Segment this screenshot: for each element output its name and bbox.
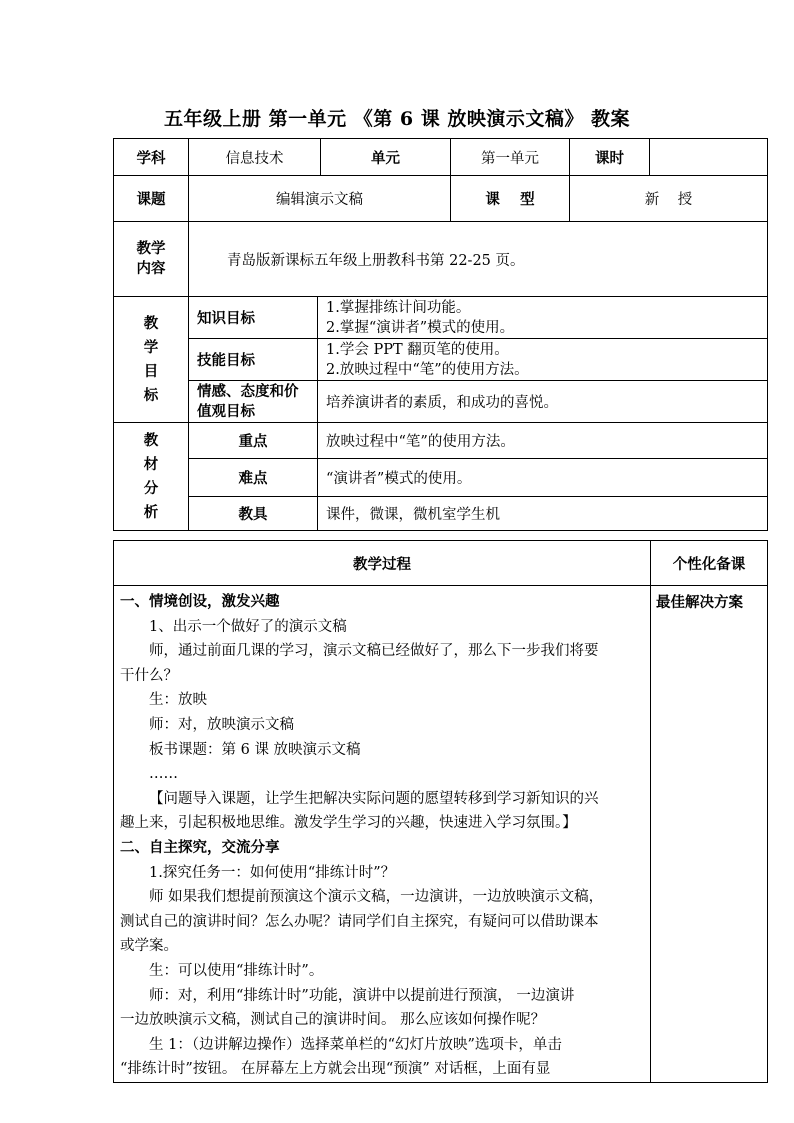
process-text-line: 师 如果我们想提前预演这个演示文稿，一边演讲，一边放映演示文稿， xyxy=(149,889,604,906)
process-text-line: 师，通过前面几课的学习，演示文稿已经做好了，那么下一步我们将要 xyxy=(149,643,599,660)
process-text-line: 测试自己的演讲时间？怎么办呢？请同学们自主探究，有疑问可以借助课本 xyxy=(120,913,599,930)
content-value: 青岛版新课标五年级上册教科书第 22-25 页。 xyxy=(189,222,768,297)
goals-label xyxy=(114,297,189,423)
type-label: 课 型 xyxy=(451,176,570,222)
process-text-line: 趣上来，引起积极地思维。激发学生学习的兴趣，快速进入学习氛围。】 xyxy=(120,815,577,832)
knowledge-goal-line: 2.掌握“演讲者”模式的使用。 xyxy=(326,319,515,336)
topic-label: 课题 xyxy=(114,176,189,222)
type-value: 新 授 xyxy=(570,176,768,222)
emotion-goal-label xyxy=(189,381,318,423)
skill-goal-value xyxy=(318,339,768,381)
emotion-goal-label-line-1: 情感、态度和价 xyxy=(197,382,299,400)
process-header: 教学过程 xyxy=(114,541,651,586)
emotion-goal-label-line-2: 值观目标 xyxy=(197,402,255,420)
process-text-line: 1.探究任务一：如何使用“排练计时”？ xyxy=(149,864,396,881)
subject-value: 信息技术 xyxy=(189,139,321,176)
lesson-info-table xyxy=(113,138,768,297)
process-text-line: 师：对，利用“排练计时”功能，演讲中以提前进行预演， 一边演讲 xyxy=(149,987,575,1004)
tools-value: 课件，微课，微机室学生机 xyxy=(318,497,768,531)
process-text-line: 生：放映 xyxy=(149,692,207,709)
goals-label-char: 目 xyxy=(143,362,159,380)
tools-label: 教具 xyxy=(189,497,318,531)
skill-goal-line: 2.放映过程中“笔”的使用方法。 xyxy=(326,361,529,378)
analysis-label-char: 材 xyxy=(143,455,159,473)
side-header: 个性化备课 xyxy=(651,541,768,586)
unit-label: 单元 xyxy=(321,139,451,176)
difficulty-value: “演讲者”模式的使用。 xyxy=(318,459,768,497)
analysis-label xyxy=(114,423,189,531)
topic-value: 编辑演示文稿 xyxy=(189,176,451,222)
goals-analysis-table xyxy=(113,296,768,531)
teaching-process-table xyxy=(113,540,768,1083)
process-text-line: 1、出示一个做好了的演示文稿 xyxy=(149,618,347,635)
side-body: 最佳解决方案 xyxy=(651,586,768,1083)
analysis-label-char: 分 xyxy=(143,479,159,497)
process-text-line: 或学案。 xyxy=(120,938,178,955)
key-point-value: 放映过程中“笔”的使用方法。 xyxy=(318,423,768,459)
emotion-goal-value: 培养演讲者的素质，和成功的喜悦。 xyxy=(318,381,768,423)
difficulty-label: 难点 xyxy=(189,459,318,497)
subject-label: 学科 xyxy=(114,139,189,176)
process-body xyxy=(114,586,651,1083)
process-text-line: 生：可以使用“排练计时”。 xyxy=(149,962,324,979)
process-section-heading: 一、情境创设，激发兴趣 xyxy=(120,593,280,610)
content-label-line-2: 内容 xyxy=(136,260,166,277)
goals-label-char: 学 xyxy=(143,338,159,356)
process-text-line: 干什么？ xyxy=(120,667,178,684)
period-value xyxy=(650,139,768,176)
process-text-line: “排练计时”按钮。 在屏幕左上方就会出现“预演” 对话框，上面有显 xyxy=(120,1061,551,1078)
knowledge-goal-label: 知识目标 xyxy=(189,297,318,339)
period-label: 课时 xyxy=(570,139,650,176)
process-text-line: 生 1：（边讲解边操作）选择菜单栏的“幻灯片放映”选项卡，单击 xyxy=(149,1036,562,1053)
process-text-line: 板书课题：第 6 课 放映演示文稿 xyxy=(149,741,361,758)
document-title: 五年级上册 第一单元 《第 6 课 放映演示文稿》 教案 xyxy=(164,108,630,130)
process-text-line: 【问题导入课题，让学生把解决实际问题的愿望转移到学习新知识的兴 xyxy=(149,790,599,807)
content-label xyxy=(114,222,189,297)
knowledge-goal-value xyxy=(318,297,768,339)
content-label-line-1: 教学 xyxy=(136,240,166,257)
unit-value: 第一单元 xyxy=(451,139,570,176)
skill-goal-label: 技能目标 xyxy=(189,339,318,381)
key-point-label: 重点 xyxy=(189,423,318,459)
goals-label-char: 教 xyxy=(143,314,159,332)
process-section-heading: 二、自主探究，交流分享 xyxy=(120,838,280,856)
knowledge-goal-line: 1.掌握排练计间功能。 xyxy=(326,299,471,316)
process-text-line: 一边放映演示文稿，测试自己的演讲时间。 那么应该如何操作呢？ xyxy=(120,1012,546,1029)
analysis-label-char: 教 xyxy=(143,431,159,449)
goals-label-char: 标 xyxy=(143,386,159,404)
process-text-line: 师：对，放映演示文稿 xyxy=(149,716,294,733)
process-text-line: …… xyxy=(149,766,178,783)
analysis-label-char: 析 xyxy=(143,503,159,521)
skill-goal-line: 1.学会 PPT 翻页笔的使用。 xyxy=(326,341,509,358)
